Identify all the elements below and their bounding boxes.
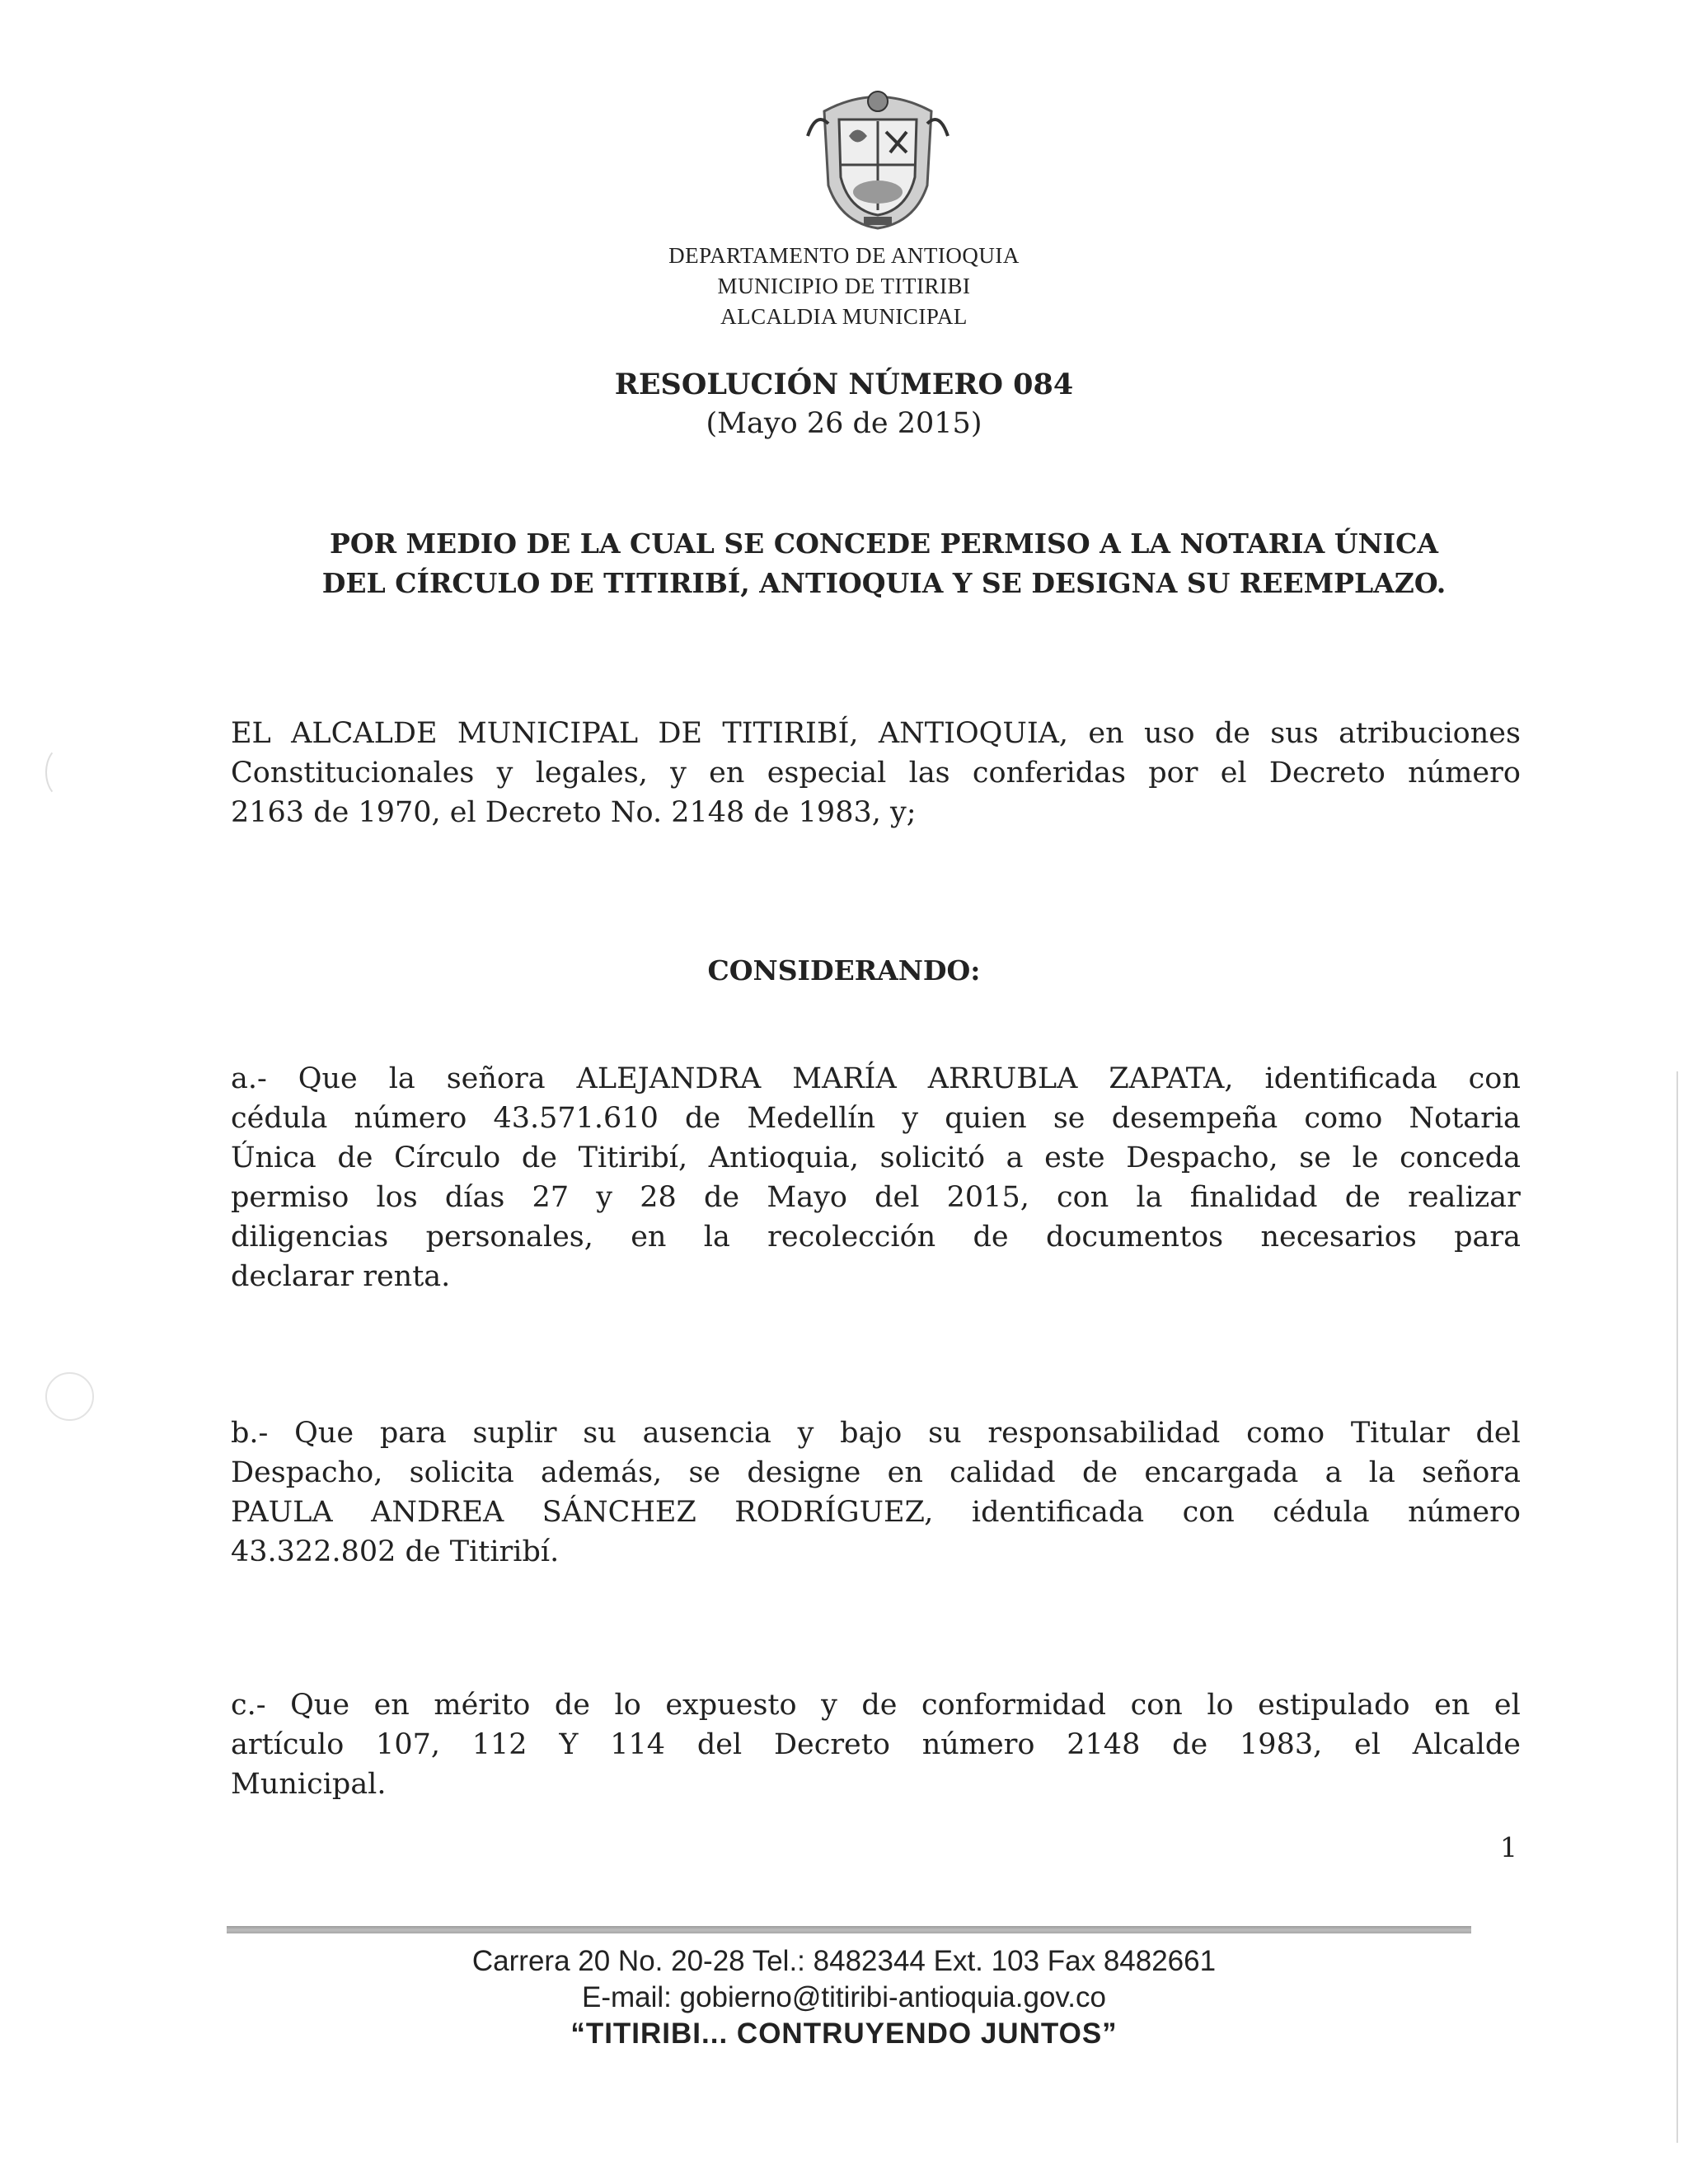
resolution-date: (Mayo 26 de 2015) bbox=[706, 407, 982, 440]
word: ANDREA bbox=[371, 1496, 504, 1529]
word: ausencia bbox=[642, 1417, 771, 1450]
word: con bbox=[1182, 1496, 1235, 1529]
word: calidad bbox=[950, 1456, 1056, 1489]
word: por bbox=[1148, 757, 1198, 790]
word: suplir bbox=[472, 1417, 557, 1450]
word: y bbox=[797, 1417, 814, 1450]
preamble-paragraph bbox=[231, 714, 1521, 832]
paragraph-line: 43.322.802 de Titiribí. bbox=[231, 1535, 560, 1568]
word: 43.571.610 bbox=[493, 1102, 659, 1135]
word: finalidad bbox=[1189, 1181, 1318, 1214]
considerando-heading: CONSIDERANDO: bbox=[707, 954, 981, 987]
word: solicitó bbox=[879, 1141, 986, 1174]
word: ANTIOQUIA, bbox=[878, 717, 1069, 750]
word: señora bbox=[446, 1062, 546, 1095]
paragraph-line: Municipal. bbox=[231, 1768, 387, 1801]
word: los bbox=[376, 1181, 418, 1214]
word: realizar bbox=[1408, 1181, 1521, 1214]
page-edge-shadow bbox=[1676, 1071, 1678, 2143]
word: Constitucionales bbox=[231, 757, 475, 790]
paragraph-line bbox=[231, 714, 1521, 753]
word: el bbox=[1354, 1728, 1381, 1761]
word: del bbox=[1475, 1417, 1521, 1450]
word: diligencias bbox=[231, 1221, 389, 1254]
word: Decreto bbox=[1268, 757, 1386, 790]
word: 2015, bbox=[946, 1181, 1029, 1214]
word: mérito bbox=[434, 1689, 531, 1722]
word: Única bbox=[231, 1141, 316, 1174]
word: bajo bbox=[840, 1417, 903, 1450]
word: su bbox=[928, 1417, 962, 1450]
subject-line: DEL CÍRCULO DE TITIRIBÍ, ANTIOQUIA Y SE DESIGNA SU REEMPLAZO. bbox=[321, 567, 1447, 599]
word: Alcalde bbox=[1412, 1728, 1521, 1761]
header-department: DEPARTAMENTO DE ANTIOQUIA bbox=[668, 243, 1020, 268]
word: ALCALDE bbox=[291, 717, 438, 750]
word: se bbox=[1053, 1102, 1085, 1135]
word: señora bbox=[1422, 1456, 1521, 1489]
issuer-header bbox=[0, 241, 1688, 332]
word: además, bbox=[541, 1456, 663, 1489]
punch-hole-mark bbox=[45, 746, 82, 799]
word: cédula bbox=[231, 1102, 328, 1135]
clause-c bbox=[231, 1685, 1521, 1804]
coat-of-arms-icon bbox=[791, 87, 964, 235]
word: 28 bbox=[640, 1181, 677, 1214]
header-municipality: MUNICIPIO DE TITIRIBI bbox=[717, 274, 971, 298]
word: legales, bbox=[535, 757, 648, 790]
word: PAULA bbox=[231, 1496, 333, 1529]
word: de bbox=[521, 1141, 557, 1174]
word: su bbox=[583, 1417, 617, 1450]
word: de bbox=[973, 1221, 1009, 1254]
word: RODRÍGUEZ, bbox=[734, 1496, 934, 1529]
word: y bbox=[902, 1102, 919, 1135]
word: número bbox=[354, 1102, 467, 1135]
word: solicita bbox=[409, 1456, 514, 1489]
word: de bbox=[1172, 1728, 1208, 1761]
word: en bbox=[709, 757, 745, 790]
clause-a bbox=[231, 1059, 1521, 1296]
word: la bbox=[1136, 1181, 1163, 1214]
clause-b bbox=[231, 1413, 1521, 1572]
word: de bbox=[554, 1689, 590, 1722]
word: la bbox=[703, 1221, 730, 1254]
word: número bbox=[921, 1728, 1035, 1761]
paragraph-line bbox=[231, 1217, 1521, 1257]
word: se bbox=[688, 1456, 721, 1489]
word: en bbox=[373, 1689, 410, 1722]
word: artículo bbox=[231, 1728, 345, 1761]
word: 27 bbox=[532, 1181, 570, 1214]
word: en bbox=[1088, 717, 1124, 750]
word: la bbox=[1368, 1456, 1395, 1489]
word: de bbox=[337, 1141, 373, 1174]
word: de bbox=[1081, 1456, 1118, 1489]
word: y bbox=[670, 757, 687, 790]
word: 112 bbox=[471, 1728, 528, 1761]
word: quien bbox=[945, 1102, 1027, 1135]
word: las bbox=[908, 757, 950, 790]
paragraph-line bbox=[231, 1493, 1521, 1532]
word: Decreto bbox=[773, 1728, 890, 1761]
footer-divider bbox=[227, 1926, 1471, 1933]
word: desempeña bbox=[1111, 1102, 1278, 1135]
word: con bbox=[1130, 1689, 1183, 1722]
word: Despacho, bbox=[231, 1456, 383, 1489]
word: 107, bbox=[376, 1728, 440, 1761]
word: permiso bbox=[231, 1181, 349, 1214]
page-footer bbox=[0, 1943, 1688, 2052]
word: ARRUBLA bbox=[927, 1062, 1078, 1095]
paragraph-line bbox=[231, 1099, 1521, 1138]
word: Antioquia, bbox=[708, 1141, 860, 1174]
word: atribuciones bbox=[1339, 717, 1521, 750]
word: Círculo bbox=[394, 1141, 501, 1174]
word: c.- bbox=[231, 1689, 266, 1722]
word: Que bbox=[298, 1062, 358, 1095]
word: identificada bbox=[1264, 1062, 1437, 1095]
word: de bbox=[861, 1689, 898, 1722]
word: conferidas bbox=[972, 757, 1126, 790]
word: uso bbox=[1143, 717, 1195, 750]
word: SÁNCHEZ bbox=[542, 1496, 696, 1529]
word: en bbox=[631, 1221, 667, 1254]
word: y bbox=[496, 757, 513, 790]
word: con bbox=[1468, 1062, 1521, 1095]
paragraph-line bbox=[231, 1453, 1521, 1493]
word: en bbox=[1434, 1689, 1470, 1722]
word: y bbox=[596, 1181, 613, 1214]
paragraph-line bbox=[231, 1685, 1521, 1725]
word: ALEJANDRA bbox=[576, 1062, 762, 1095]
word: encargada bbox=[1144, 1456, 1299, 1489]
word: TITIRIBÍ, bbox=[722, 717, 859, 750]
word: número bbox=[1408, 757, 1521, 790]
word: expuesto bbox=[665, 1689, 797, 1722]
word: le bbox=[1352, 1141, 1379, 1174]
word: días bbox=[444, 1181, 505, 1214]
word: necesarios bbox=[1260, 1221, 1417, 1254]
word: lo bbox=[1207, 1689, 1234, 1722]
word: designe bbox=[747, 1456, 861, 1489]
word: recolección bbox=[767, 1221, 936, 1254]
footer-email: E-mail: gobierno@titiribi-antioquia.gov.co bbox=[581, 1981, 1106, 2013]
word: conceda bbox=[1400, 1141, 1521, 1174]
punch-hole-mark bbox=[45, 1372, 94, 1421]
word: 114 bbox=[610, 1728, 666, 1761]
word: responsabilidad bbox=[987, 1417, 1221, 1450]
word: b.- bbox=[231, 1417, 269, 1450]
word: a bbox=[1006, 1141, 1024, 1174]
word: se bbox=[1299, 1141, 1331, 1174]
word: como bbox=[1246, 1417, 1325, 1450]
word: conformidad bbox=[921, 1689, 1107, 1722]
word: de bbox=[1344, 1181, 1381, 1214]
resolution-title: RESOLUCIÓN NÚMERO 084 bbox=[614, 368, 1074, 401]
footer-motto: “TITIRIBI... CONTRUYENDO JUNTOS” bbox=[570, 2018, 1118, 2050]
paragraph-line: 2163 de 1970, el Decreto No. 2148 de 1983, y; bbox=[231, 796, 917, 829]
word: para bbox=[1454, 1221, 1521, 1254]
word: de bbox=[685, 1102, 721, 1135]
word: especial bbox=[767, 757, 887, 790]
word: MUNICIPAL bbox=[457, 717, 639, 750]
word: y bbox=[821, 1689, 837, 1722]
word: este bbox=[1044, 1141, 1105, 1174]
word: 2148 bbox=[1067, 1728, 1141, 1761]
word: Despacho, bbox=[1126, 1141, 1278, 1174]
word: de bbox=[704, 1181, 740, 1214]
word: documentos bbox=[1045, 1221, 1224, 1254]
paragraph-line bbox=[231, 1138, 1521, 1178]
word: ZAPATA, bbox=[1109, 1062, 1234, 1095]
word: DE bbox=[658, 717, 703, 750]
word: Que bbox=[294, 1417, 354, 1450]
word: Que bbox=[290, 1689, 350, 1722]
header-office: ALCALDIA MUNICIPAL bbox=[720, 304, 968, 329]
word: con bbox=[1057, 1181, 1109, 1214]
paragraph-line bbox=[231, 1059, 1521, 1099]
word: el bbox=[1220, 757, 1247, 790]
word: cédula bbox=[1273, 1496, 1370, 1529]
word: del bbox=[696, 1728, 743, 1761]
word: Titiribí, bbox=[578, 1141, 688, 1174]
word: en bbox=[887, 1456, 923, 1489]
word: Mayo bbox=[767, 1181, 847, 1214]
word: la bbox=[388, 1062, 415, 1095]
subject-line: POR MEDIO DE LA CUAL SE CONCEDE PERMISO A LA NOTARIA ÚNICA bbox=[330, 527, 1438, 560]
word: sus bbox=[1270, 717, 1319, 750]
word: de bbox=[1214, 717, 1250, 750]
word: para bbox=[379, 1417, 447, 1450]
word: Medellín bbox=[747, 1102, 876, 1135]
word: Titular bbox=[1350, 1417, 1450, 1450]
paragraph-line: declarar renta. bbox=[231, 1260, 451, 1293]
word: como bbox=[1304, 1102, 1383, 1135]
word: estipulado bbox=[1258, 1689, 1410, 1722]
word: número bbox=[1408, 1496, 1521, 1529]
paragraph-line bbox=[231, 1178, 1521, 1217]
word: el bbox=[1493, 1689, 1521, 1722]
word: del bbox=[874, 1181, 920, 1214]
footer-address: Carrera 20 No. 20-28 Tel.: 8482344 Ext. 103 Fax 8482661 bbox=[471, 1945, 1217, 1977]
word: personales, bbox=[425, 1221, 593, 1254]
word: identificada bbox=[971, 1496, 1145, 1529]
paragraph-line bbox=[231, 1413, 1521, 1453]
page-number: 1 bbox=[1500, 1831, 1517, 1863]
paragraph-line bbox=[231, 1725, 1521, 1765]
word: Notaria bbox=[1409, 1102, 1521, 1135]
word: EL bbox=[231, 717, 271, 750]
word: MARÍA bbox=[792, 1062, 897, 1095]
word: 1983, bbox=[1240, 1728, 1323, 1761]
word: a bbox=[1325, 1456, 1343, 1489]
word: Y bbox=[559, 1728, 579, 1761]
word: a.- bbox=[231, 1062, 267, 1095]
paragraph-line bbox=[231, 753, 1521, 793]
resolution-subject bbox=[247, 524, 1521, 603]
word: lo bbox=[614, 1689, 641, 1722]
